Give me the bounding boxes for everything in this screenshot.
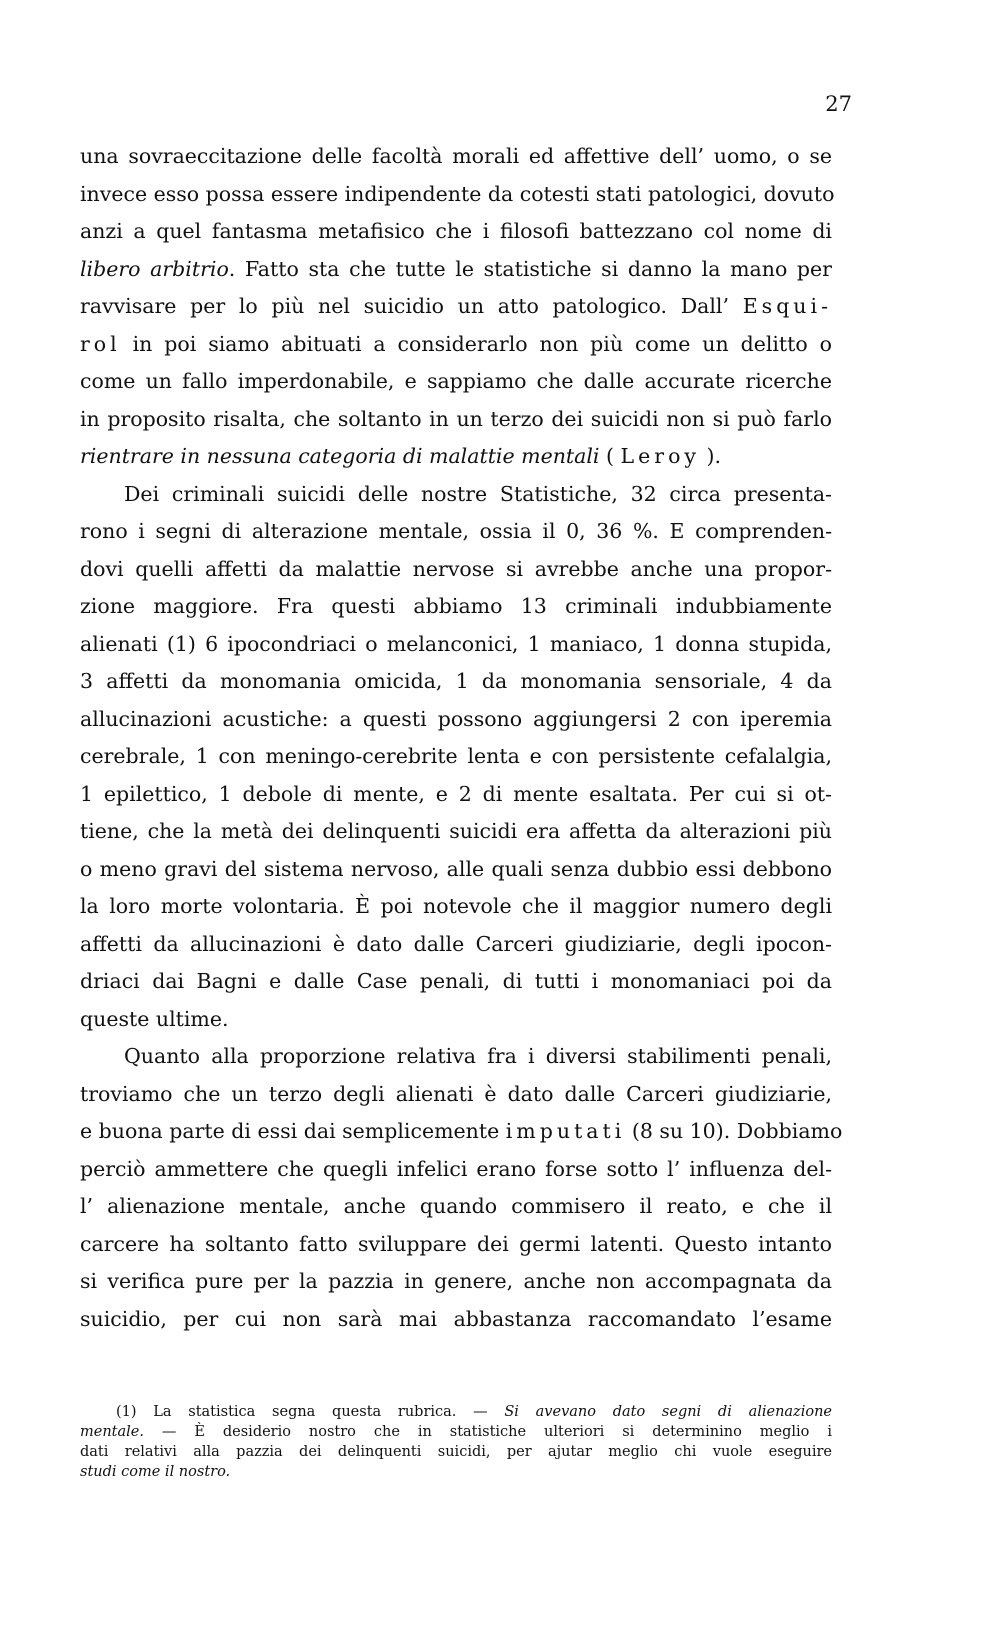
text-run: 3 affetti da monomania omicida, 1 da monomania sensoriale, 4 da [80, 669, 832, 693]
italic-text: studi come il nostro. [80, 1464, 231, 1480]
footnote-line [80, 1462, 832, 1482]
text-run: alienati (1) 6 ipocondriaci o melanconici, 1 maniaco, 1 donna stupida, [80, 631, 832, 656]
text-run: invece esso possa essere indipendente da cotesti stati patologici, dovuto [80, 181, 835, 206]
text-line [80, 776, 832, 814]
text-line [80, 138, 832, 176]
spaced-text: Leroy [620, 444, 700, 468]
text-line [80, 288, 832, 326]
text-run: rono i segni di alterazione mentale, ossia il 0, 36 %. E comprenden- [80, 519, 832, 543]
italic-text: libero arbitrio [80, 256, 229, 281]
text-run: si verifica pure per la pazzia in genere, anche non accompagnata da [80, 1269, 832, 1293]
text-line [80, 738, 832, 776]
body-text [80, 138, 843, 1338]
text-line [80, 513, 832, 551]
footnote-line [80, 1422, 832, 1442]
text-run: ). [700, 444, 722, 468]
text-run: in proposito risalta, che soltanto in un terzo dei suicidi non si può farlo [80, 406, 832, 431]
text-run: Quanto alla proporzione relativa fra i diversi stabilimenti penali, [124, 1044, 832, 1068]
text-line [80, 1263, 832, 1301]
spaced-text: imputati [505, 1119, 626, 1143]
text-line [80, 1188, 832, 1226]
text-line [80, 476, 832, 514]
text-run: affetti da allucinazioni è dato dalle Carceri giudiziarie, degli ipocon- [80, 931, 832, 956]
text-line [80, 551, 832, 589]
text-run: e buona parte di essi dai semplicemente [80, 1119, 506, 1143]
text-run: zione maggiore. Fra questi abbiamo 13 criminali indubbiamente [80, 594, 832, 618]
text-line [80, 438, 832, 476]
text-run: una sovraeccitazione delle facoltà morali ed affettive dell’ uomo, o se [80, 144, 832, 168]
text-line [80, 851, 832, 889]
text-line [80, 926, 832, 964]
italic-text: mentale. [80, 1424, 144, 1440]
text-run: ( [599, 444, 621, 468]
text-run: queste ultime. [80, 1006, 229, 1031]
text-line [80, 701, 832, 739]
text-line [80, 363, 832, 401]
text-run: ravvisare per lo più nel suicidio un atto patologico. Dall’ [80, 294, 743, 318]
footnote-line [80, 1442, 832, 1462]
text-run: anzi a quel fantasma metafisico che i filosofi battezzano col nome di [80, 219, 832, 243]
text-line [80, 813, 832, 851]
text-run: tiene, che la metà dei delinquenti suicidi era affetta da alterazioni più [80, 819, 832, 843]
text-run: Dei criminali suicidi delle nostre Statistiche, 32 circa presenta- [124, 481, 832, 506]
text-run: cerebrale, 1 con meningo-cerebrite lenta e con persistente cefalalgia, [80, 744, 832, 768]
italic-text: Si avevano dato segni di alienazione [504, 1404, 832, 1420]
text-line [80, 326, 832, 364]
text-line [80, 401, 832, 439]
text-run: allucinazioni acustiche: a questi possono aggiungersi 2 con iperemia [80, 706, 832, 731]
text-line [80, 1001, 832, 1039]
text-run: la loro morte volontaria. È poi notevole che il maggior numero degli [80, 894, 832, 918]
text-run: dati relativi alla pazzia dei delinquenti suicidi, per ajutar meglio chi vuole eseguire [80, 1444, 832, 1460]
text-run: suicidio, per cui non sarà mai abbastanza raccomandato l’esame [80, 1306, 832, 1331]
text-line [80, 588, 832, 626]
text-run: o meno gravi del sistema nervoso, alle quali senza dubbio essi debbono [80, 856, 832, 881]
text-run: in poi siamo abituati a considerarlo non più come un delitto o [120, 331, 832, 356]
text-line [80, 1301, 832, 1339]
text-line [80, 888, 832, 926]
text-run: 1 epilettico, 1 debole di mente, e 2 di mente esaltata. Per cui si ot- [80, 781, 832, 806]
text-run: carcere ha soltanto fatto sviluppare dei germi latenti. Questo intanto [80, 1231, 832, 1256]
text-line [80, 176, 835, 214]
text-run: l’ alienazione mentale, anche quando commisero il reato, e che il [80, 1194, 832, 1218]
text-line [80, 251, 832, 289]
text-run: dovi quelli affetti da malattie nervose si avrebbe anche una propor- [80, 556, 832, 581]
text-run: driaci dai Bagni e dalle Case penali, di tutti i monomaniaci poi da [80, 969, 832, 993]
text-line [80, 1151, 832, 1189]
text-run: (8 su 10). Dobbiamo [625, 1119, 843, 1143]
text-run: (1) La statistica segna questa rubrica. — [116, 1404, 505, 1420]
text-run: . Fatto sta che tutte le statistiche si danno la mano per [228, 256, 832, 281]
text-run: troviamo che un terzo degli alienati è dato dalle Carceri giudiziarie, [80, 1081, 832, 1106]
text-line [80, 663, 832, 701]
text-run: perciò ammettere che quegli infelici erano forse sotto l’ influenza del- [80, 1156, 832, 1181]
spaced-text: Esqui- [742, 294, 832, 318]
text-run: — È desiderio nostro che in statistiche ulteriori si determinino meglio i [143, 1424, 832, 1440]
italic-text: rientrare in nessuna categoria di malattie mentali [80, 444, 600, 468]
text-line [80, 1076, 832, 1114]
spaced-text: rol [80, 331, 121, 356]
text-run: come un fallo imperdonabile, e sappiamo che dalle accurate ricerche [80, 369, 832, 393]
text-line [80, 963, 832, 1001]
text-line [80, 213, 832, 251]
text-line [80, 1226, 832, 1264]
text-line [80, 1113, 843, 1151]
page-number: 27 [825, 92, 852, 116]
text-line [80, 1038, 832, 1076]
footnote-line [80, 1402, 832, 1422]
footnotes [80, 1402, 832, 1482]
text-line [80, 626, 832, 664]
